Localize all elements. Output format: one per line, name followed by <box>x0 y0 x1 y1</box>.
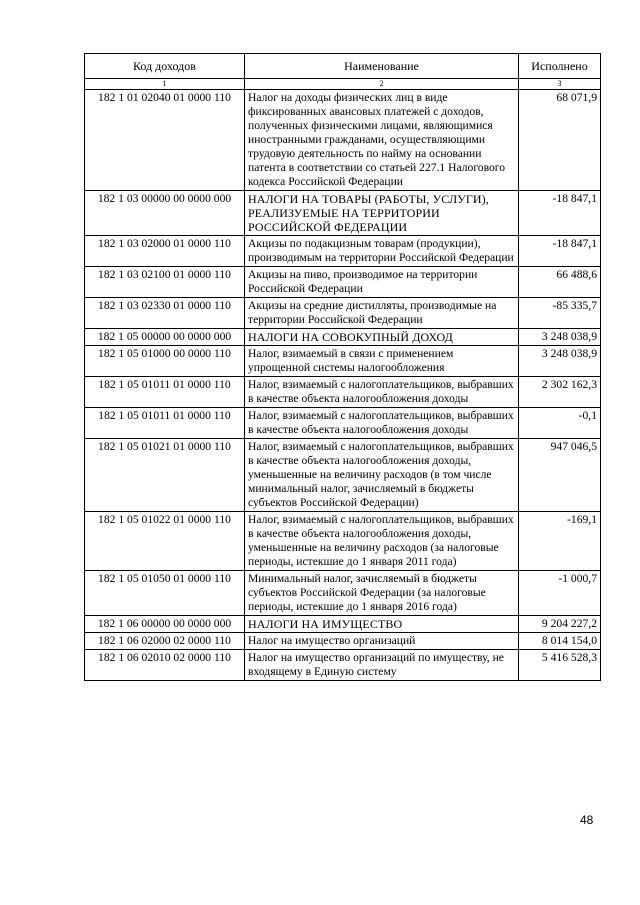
revenue-amount: 68 071,9 <box>519 90 601 191</box>
table-row <box>85 191 601 236</box>
page-number: 48 <box>580 813 594 827</box>
revenue-name: НАЛОГИ НА ТОВАРЫ (РАБОТЫ, УСЛУГИ), РЕАЛИЗУЕМЫЕ НА ТЕРРИТОРИИ РОССИЙСКОЙ ФЕДЕРАЦИИ <box>245 191 519 236</box>
revenue-code: 182 1 03 00000 00 0000 000 <box>85 191 245 236</box>
table-row <box>85 377 601 408</box>
column-number: 2 <box>245 79 519 90</box>
revenue-name: НАЛОГИ НА ИМУЩЕСТВО <box>245 616 519 633</box>
table-row <box>85 236 601 267</box>
revenue-table <box>84 53 601 681</box>
revenue-name: Акцизы по подакцизным товарам (продукции), производимым на территории Российской Федерации <box>245 236 519 267</box>
revenue-name: Минимальный налог, зачисляемый в бюджеты субъектов Российской Федерации (за налоговые периоды, истекшие до 1 января 2016 года) <box>245 571 519 616</box>
column-number-row <box>85 79 601 90</box>
revenue-code: 182 1 05 00000 00 0000 000 <box>85 329 245 346</box>
table-row <box>85 329 601 346</box>
revenue-code: 182 1 01 02040 01 0000 110 <box>85 90 245 191</box>
table-row <box>85 346 601 377</box>
revenue-code: 182 1 05 01022 01 0000 110 <box>85 512 245 571</box>
revenue-amount: -18 847,1 <box>519 191 601 236</box>
header-code: Код доходов <box>85 54 245 79</box>
revenue-amount: 9 204 227,2 <box>519 616 601 633</box>
revenue-name: Налог, взимаемый с налогоплательщиков, выбравших в качестве объекта налогообложения доходы, уменьшенные на величину расходов (за налоговые периоды, истекшие до 1 января 2011 года) <box>245 512 519 571</box>
revenue-code: 182 1 05 01011 01 0000 110 <box>85 377 245 408</box>
revenue-name: Акцизы на средние дистилляты, производимые на территории Российской Федерации <box>245 298 519 329</box>
table-row <box>85 571 601 616</box>
revenue-name: Налог, взимаемый в связи с применением упрощенной системы налогообложения <box>245 346 519 377</box>
revenue-amount: 3 248 038,9 <box>519 329 601 346</box>
header-name: Наименование <box>245 54 519 79</box>
table-row <box>85 298 601 329</box>
revenue-amount: 3 248 038,9 <box>519 346 601 377</box>
revenue-name: Налог на доходы физических лиц в виде фиксированных авансовых платежей с доходов, полученных физическими лицами, являющимися иностранными гражданами, осуществляющими трудовую деятельность по найму на основании патента в соответствии со статьей 227.1 Налогового кодекса Российской Федерации <box>245 90 519 191</box>
revenue-name: Налог, взимаемый с налогоплательщиков, выбравших в качестве объекта налогообложения доходы <box>245 377 519 408</box>
revenue-name: Налог на имущество организаций <box>245 633 519 650</box>
table-row <box>85 267 601 298</box>
table-row <box>85 616 601 633</box>
revenue-amount: -0,1 <box>519 408 601 439</box>
revenue-amount: -169,1 <box>519 512 601 571</box>
revenue-code: 182 1 03 02100 01 0000 110 <box>85 267 245 298</box>
revenue-code: 182 1 05 01011 01 0000 110 <box>85 408 245 439</box>
revenue-code: 182 1 06 02000 02 0000 110 <box>85 633 245 650</box>
revenue-name: Акцизы на пиво, производимое на территории Российской Федерации <box>245 267 519 298</box>
revenue-amount: -85 335,7 <box>519 298 601 329</box>
revenue-amount: -18 847,1 <box>519 236 601 267</box>
table-row <box>85 439 601 512</box>
header-amount: Исполнено <box>519 54 601 79</box>
column-number: 1 <box>85 79 245 90</box>
table-row <box>85 650 601 681</box>
revenue-code: 182 1 06 00000 00 0000 000 <box>85 616 245 633</box>
table-row <box>85 90 601 191</box>
revenue-code: 182 1 03 02330 01 0000 110 <box>85 298 245 329</box>
table-row <box>85 633 601 650</box>
revenue-name: НАЛОГИ НА СОВОКУПНЫЙ ДОХОД <box>245 329 519 346</box>
table-header-row <box>85 54 601 79</box>
revenue-code: 182 1 05 01000 00 0000 110 <box>85 346 245 377</box>
revenue-name: Налог, взимаемый с налогоплательщиков, выбравших в качестве объекта налогообложения доходы <box>245 408 519 439</box>
revenue-amount: 8 014 154,0 <box>519 633 601 650</box>
column-number: 3 <box>519 79 601 90</box>
revenue-amount: 947 046,5 <box>519 439 601 512</box>
revenue-name: Налог на имущество организаций по имуществу, не входящему в Единую систему <box>245 650 519 681</box>
revenue-code: 182 1 05 01021 01 0000 110 <box>85 439 245 512</box>
revenue-code: 182 1 03 02000 01 0000 110 <box>85 236 245 267</box>
revenue-amount: 66 488,6 <box>519 267 601 298</box>
table-row <box>85 512 601 571</box>
revenue-code: 182 1 06 02010 02 0000 110 <box>85 650 245 681</box>
revenue-code: 182 1 05 01050 01 0000 110 <box>85 571 245 616</box>
table-row <box>85 408 601 439</box>
revenue-amount: 2 302 162,3 <box>519 377 601 408</box>
revenue-name: Налог, взимаемый с налогоплательщиков, выбравших в качестве объекта налогообложения доходы, уменьшенные на величину расходов (в том числе минимальный налог, зачисляемый в бюджеты субъектов Российской Федерации) <box>245 439 519 512</box>
revenue-amount: 5 416 528,3 <box>519 650 601 681</box>
revenue-amount: -1 000,7 <box>519 571 601 616</box>
